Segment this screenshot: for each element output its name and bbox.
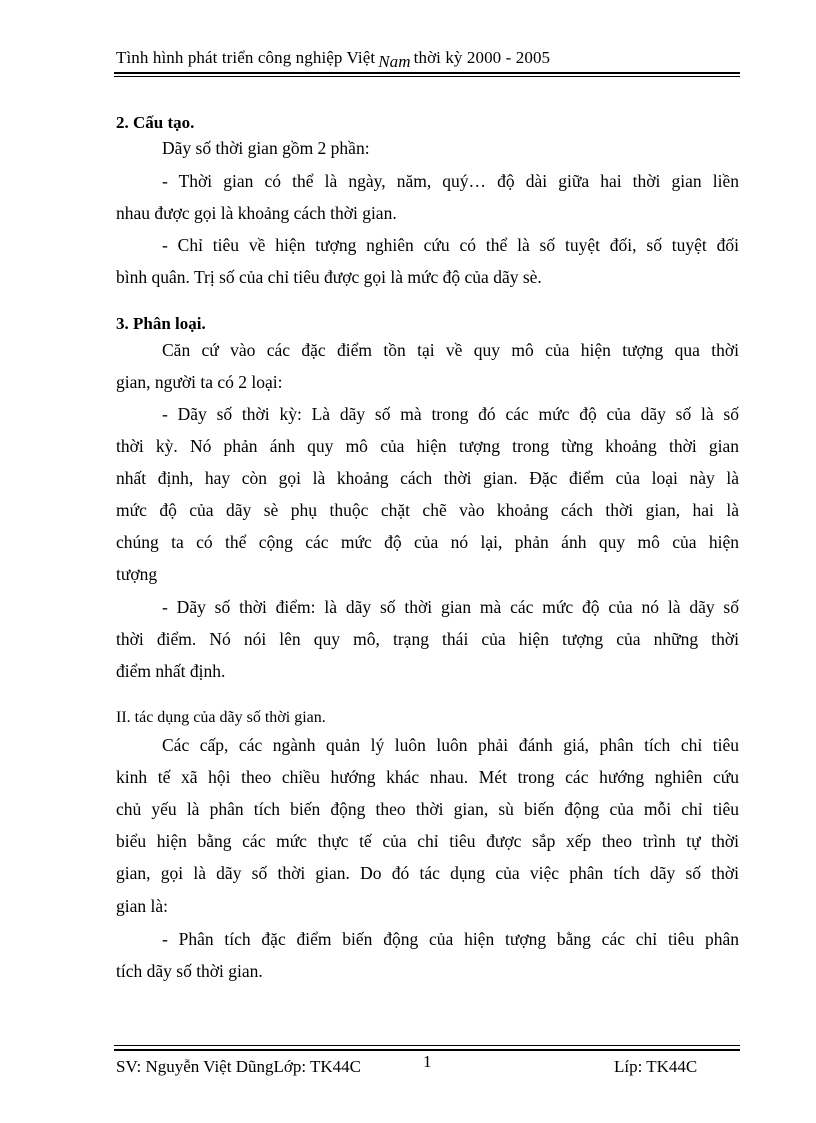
header-rule-top — [114, 72, 740, 74]
paragraph-line: bình quân. Trị số của chỉ tiêu được gọi là mức độ của dãy sè. — [116, 267, 542, 287]
paragraph-line: Dãy số thời gian gồm 2 phần: — [162, 138, 370, 158]
paragraph-line: nhau được gọi là khoảng cách thời gian. — [116, 203, 397, 223]
paragraph-line: thời điểm. Nó nói lên quy mô, trạng thái của hiện tượng của những thời — [116, 629, 739, 649]
paragraph-line: Các cấp, các ngành quản lý luôn luôn phải đánh giá, phân tích chỉ tiêu — [162, 735, 739, 755]
header-title-after: thời kỳ 2000 - 2005 — [413, 48, 551, 67]
paragraph-line: chúng ta có thể cộng các mức độ của nó lại, phản ánh quy mô của hiện — [116, 532, 739, 552]
paragraph-line: gian là: — [116, 896, 168, 916]
header-rule-bottom — [114, 76, 740, 77]
page-header-title — [116, 48, 551, 71]
paragraph-line: gian, gọi là dãy số thời gian. Do đó tác dụng của việc phân tích dãy số thời — [116, 863, 739, 883]
paragraph-line: nhất định, hay còn gọi là khoảng cách thời gian. Đặc điểm của loại này là — [116, 468, 739, 488]
section-heading: 2. Cấu tạo. — [116, 113, 195, 132]
paragraph-line: Căn cứ vào các đặc điểm tồn tại về quy mô của hiện tượng qua thời — [162, 340, 739, 360]
header-title-script: Nam — [378, 52, 411, 71]
section-heading: II. tác dụng của dãy số thời gian. — [116, 709, 326, 726]
paragraph-line: - Dãy số thời điểm: là dãy số thời gian mà các mức độ của nó là dãy số — [162, 597, 739, 617]
footer-class-label: Líp: TK44C — [614, 1057, 698, 1076]
section-heading: 3. Phân loại. — [116, 314, 206, 333]
paragraph-line: chủ yếu là phân tích biến động theo thời gian, sù biến động của mỗi chỉ tiêu — [116, 799, 739, 819]
footer-rule-bottom — [114, 1049, 740, 1051]
header-title-before: Tình hình phát triển công nghiệp Việt — [116, 48, 376, 67]
paragraph-line: thời kỳ. Nó phản ánh quy mô của hiện tượng trong từng khoảng thời gian — [116, 436, 739, 456]
paragraph-line: - Phân tích đặc điểm biến động của hiện tượng bằng các chỉ tiêu phân — [162, 929, 739, 949]
paragraph-line: điểm nhất định. — [116, 661, 226, 681]
paragraph-line: - Thời gian có thể là ngày, năm, quý… độ dài giữa hai thời gian liền — [162, 171, 739, 191]
paragraph-line: - Chỉ tiêu về hiện tượng nghiên cứu có thể là số tuyệt đối, số tuyệt đối — [162, 235, 739, 255]
paragraph-line: tượng — [116, 564, 158, 584]
page-number: 1 — [423, 1052, 432, 1071]
paragraph-line: gian, người ta có 2 loại: — [116, 372, 283, 392]
paragraph-line: mức độ của dãy sè phụ thuộc chặt chẽ vào khoảng cách thời gian, hai là — [116, 500, 739, 520]
paragraph-line: biểu hiện bằng các mức thực tế của chỉ tiêu được sắp xếp theo trình tự thời — [116, 831, 739, 851]
paragraph-line: kinh tế xã hội theo chiều hướng khác nhau. Mét trong các hướng nghiên cứu — [116, 767, 739, 787]
paragraph-line: - Dãy số thời kỳ: Là dãy số mà trong đó các mức độ của dãy số là số — [162, 404, 739, 424]
footer-rule-top — [114, 1045, 740, 1046]
paragraph-line: tích dãy số thời gian. — [116, 961, 263, 981]
footer-student-info: SV: Nguyễn Việt DũngLớp: TK44C — [116, 1057, 362, 1076]
